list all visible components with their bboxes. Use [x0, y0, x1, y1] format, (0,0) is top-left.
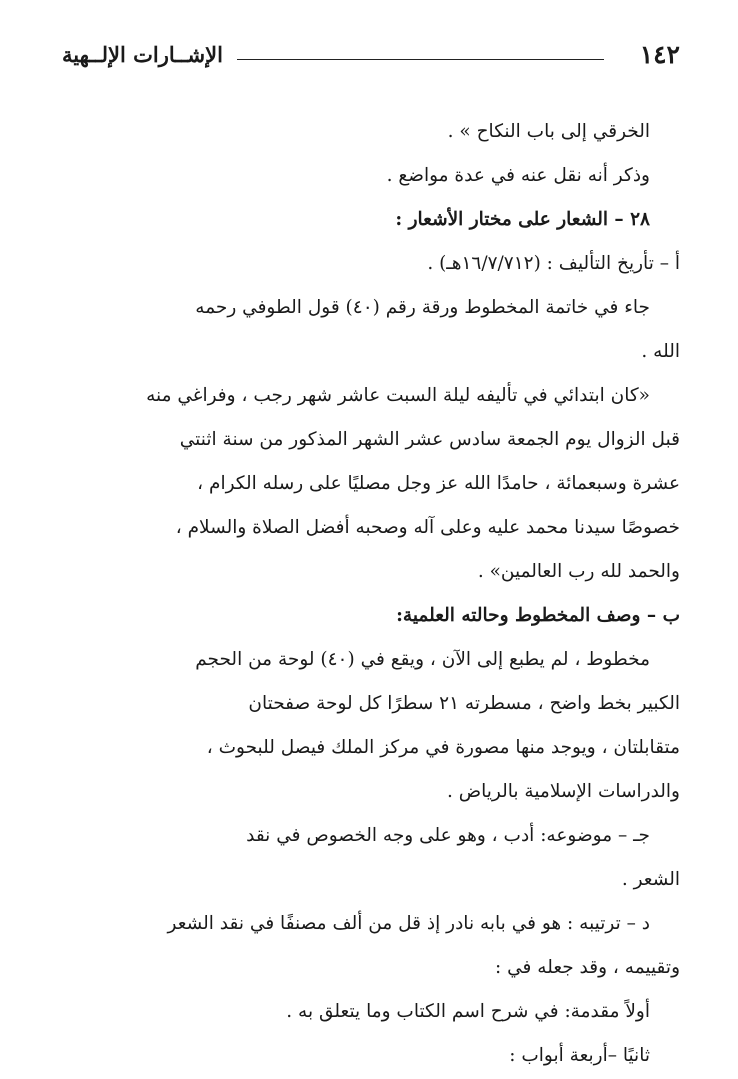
header-rule [237, 59, 604, 60]
page-body [60, 110, 680, 1078]
text-line: الله . [641, 341, 680, 362]
quote-line: «كان ابتدائي في تأليفه ليلة السبت عاشر شهر رجب ، وفراغي منه [146, 385, 650, 406]
section-heading: ٢٨ – الشعار على مختار الأشعار : [395, 209, 650, 230]
text-line: الشعر . [621, 869, 680, 890]
quote-line: عشرة وسبعمائة ، حامدًا الله عز وجل مصليًا على رسله الكرام ، [197, 473, 680, 494]
text-line: جاء في خاتمة المخطوط ورقة رقم (٤٠) قول الطوفي رحمه [195, 297, 650, 318]
text-line: د – ترتيبه : هو في بابه نادر إذ قل من ألف مصنفًا في نقد الشعر [167, 913, 650, 934]
quote-line: قبل الزوال يوم الجمعة سادس عشر الشهر المذكور من سنة اثنتي [179, 429, 680, 450]
text-line: ثانيًا –أربعة أبواب : [509, 1045, 650, 1066]
quote-line: والحمد لله رب العالمين» . [477, 561, 680, 582]
running-title: الإشــارات الإلــهية [62, 42, 223, 67]
page-number: ١٤٢ [639, 40, 680, 69]
subheading-line: أ – تأريخ التأليف : (١٦/٧/٧١٢هـ) . [427, 253, 680, 274]
text-line: وتقييمه ، وقد جعله في : [495, 957, 680, 978]
quote-line: خصوصًا سيدنا محمد عليه وعلى آله وصحبه أفضل الصلاة والسلام ، [175, 517, 680, 538]
text-line: متقابلتان ، ويوجد منها مصورة في مركز الملك فيصل للبحوث ، [206, 737, 680, 758]
text-line: مخطوط ، لم يطبع إلى الآن ، ويقع في (٤٠) لوحة من الحجم [195, 649, 650, 670]
text-line: أولاً مقدمة: في شرح اسم الكتاب وما يتعلق به . [286, 1001, 650, 1022]
text-line: والدراسات الإسلامية بالرياض . [447, 781, 680, 802]
text-line: وذكر أنه نقل عنه في عدة مواضع . [386, 165, 650, 186]
section-heading: ب – وصف المخطوط وحالته العلمية: [396, 605, 680, 626]
text-line: الكبير بخط واضح ، مسطرته ٢١ سطرًا كل لوحة صفحتان [248, 693, 680, 714]
text-line: الخرقي إلى باب النكاح » . [447, 121, 650, 142]
text-line: جـ – موضوعه: أدب ، وهو على وجه الخصوص في نقد [246, 825, 650, 846]
running-header [62, 38, 680, 72]
